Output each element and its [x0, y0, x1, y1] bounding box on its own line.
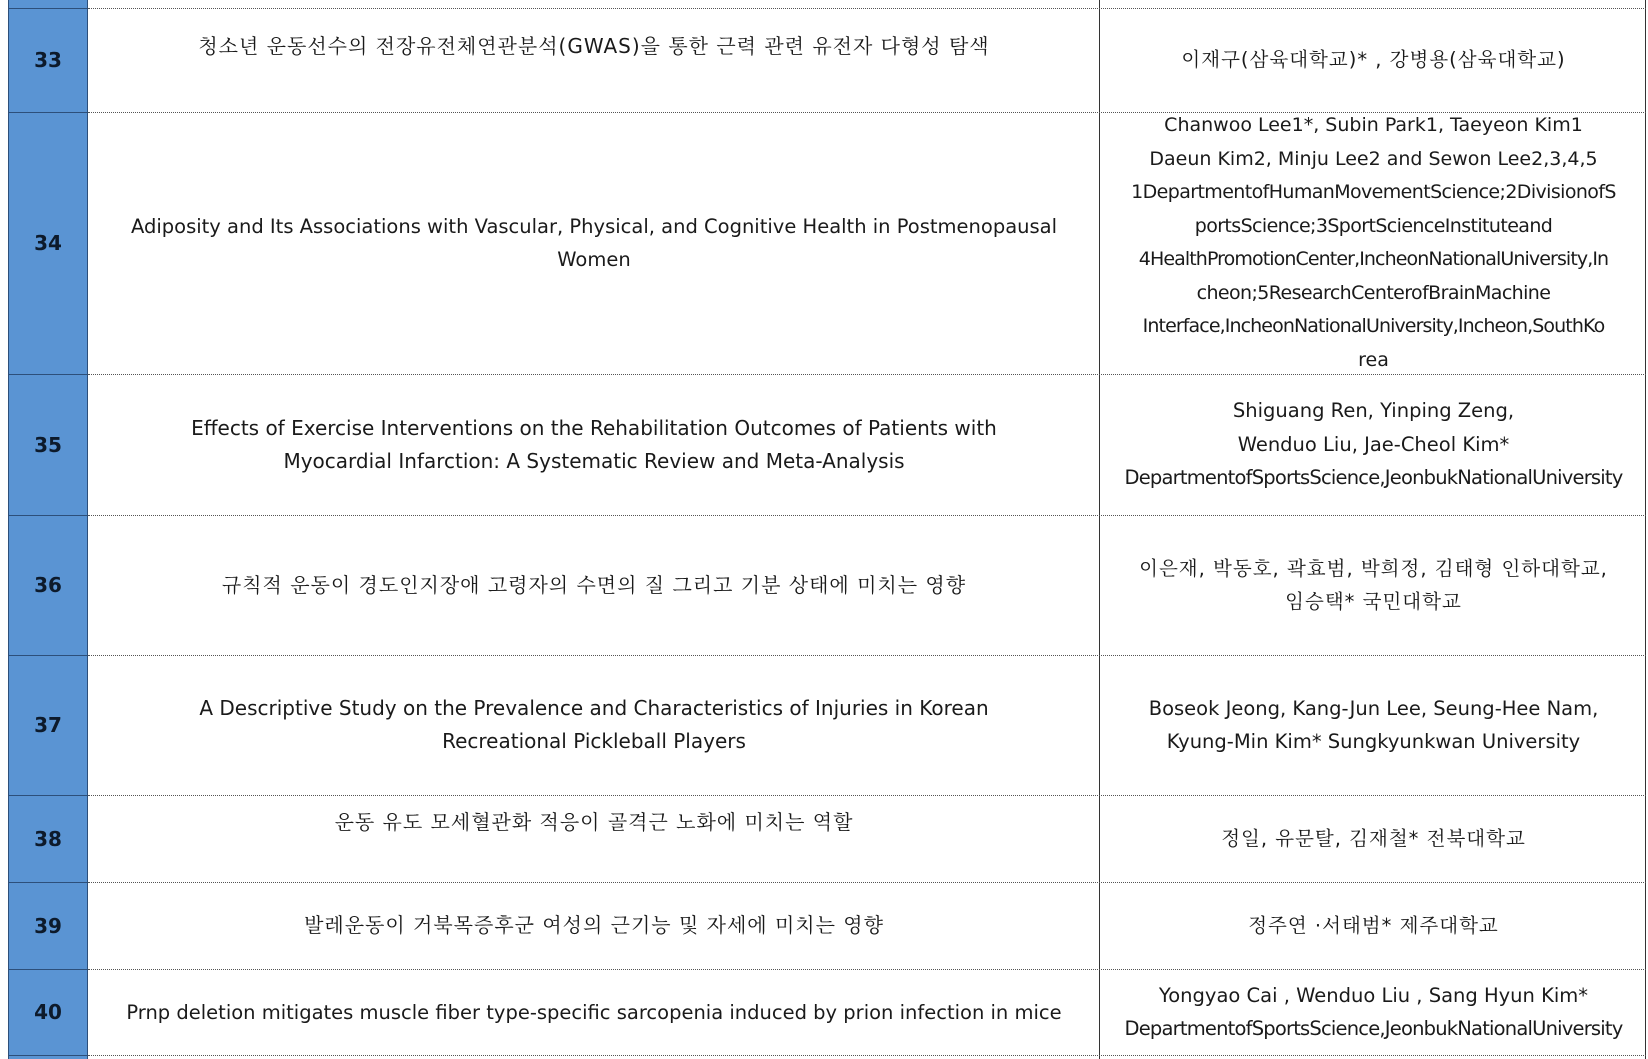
authors [1101, 8, 1646, 112]
author-line: Daeun Kim2, Minju Lee2 and Sewon Lee2,3,4,5 [1149, 147, 1598, 170]
authors [1101, 655, 1646, 795]
presentation-title: Effects of Exercise Interventions on the Rehabilitation Outcomes of Patients with Myocardial Infarction: A Systematic Review and Meta-Analysis [191, 415, 997, 473]
table-row [0, 112, 1648, 374]
author-line: cheon;5ResearchCenterofBrainMachine [1196, 281, 1551, 304]
authors [1101, 882, 1646, 969]
table-row [0, 515, 1648, 655]
presentation-title: 발레운동이 거북목증후군 여성의 근기능 및 자세에 미치는 영향 [304, 913, 884, 937]
author-line: Interface,IncheonNationalUniversity,Incheon,SouthKo [1142, 315, 1605, 337]
row-number: 39 [34, 913, 62, 938]
author-line: 임승택* 국민대학교 [1285, 590, 1462, 613]
presentation-title: 청소년 운동선수의 전장유전체연관분석(GWAS)을 통한 근력 관련 유전자 다형성 탐색 [198, 33, 990, 58]
author-line: Shiguang Ren, Yinping Zeng, [1232, 399, 1515, 423]
author-line: 이은재, 박동호, 곽효범, 박희정, 김태형 인하대학교, [1139, 556, 1608, 580]
table-row [0, 882, 1648, 969]
authors [1101, 112, 1646, 374]
row-number: 37 [34, 713, 62, 737]
row-number: 35 [34, 432, 62, 457]
row-divider [88, 1055, 1646, 1056]
row-number: 36 [34, 573, 62, 597]
row-number: 33 [34, 48, 62, 72]
author-line: DepartmentofSportsScience,JeonbukNationalUniversity [1124, 466, 1623, 490]
row-number: 38 [34, 826, 62, 851]
author-line: 1DepartmentofHumanMovementScience;2DivisionofS [1131, 181, 1616, 203]
author-line: portsScience;3SportScienceInstituteand [1194, 214, 1553, 237]
presentation-title: 규칙적 운동이 경도인지장애 고령자의 수면의 질 그리고 기분 상태에 미치는 영향 [221, 572, 967, 597]
authors [1101, 515, 1646, 655]
row-number: 40 [34, 1000, 62, 1024]
author-line: Chanwoo Lee1*, Subin Park1, Taeyeon Kim1 [1164, 114, 1583, 136]
author-line: 정일, 유문탈, 김재철* 전북대학교 [1221, 826, 1526, 850]
author-line: Boseok Jeong, Kang-Jun Lee, Seung-Hee Nam, [1148, 696, 1599, 720]
row-divider [8, 1055, 88, 1056]
table-row [0, 969, 1648, 1055]
authors [1101, 795, 1646, 882]
author-line: rea [1358, 348, 1389, 371]
presentation-title: Adiposity and Its Associations with Vascular, Physical, and Cognitive Health in Postmenopausal Women [130, 215, 1058, 271]
row-number: 34 [34, 231, 62, 255]
presentation-title: 운동 유도 모세혈관화 적응이 골격근 노화에 미치는 역할 [334, 810, 854, 834]
author-line: 이재구(삼육대학교)* , 강병용(삼육대학교) [1181, 48, 1566, 72]
author-line: Yongyao Cai , Wenduo Liu , Sang Hyun Kim* [1158, 983, 1589, 1007]
author-line: 4HealthPromotionCenter,IncheonNationalUniversity,In [1138, 248, 1609, 270]
presentation-title: Prnp deletion mitigates muscle fiber type-specific sarcopenia induced by prion infection in mice [126, 1000, 1062, 1024]
table-row [0, 8, 1648, 112]
author-line: Wenduo Liu, Jae-Cheol Kim* [1237, 432, 1510, 456]
table-row [0, 655, 1648, 795]
authors [1101, 969, 1646, 1055]
authors [1101, 374, 1646, 515]
author-line: DepartmentofSportsScience,JeonbukNationalUniversity [1124, 1017, 1623, 1040]
table-row [0, 795, 1648, 882]
table-row [0, 374, 1648, 515]
author-line: Kyung-Min Kim* Sungkyunkwan University [1166, 730, 1581, 753]
presentation-title: A Descriptive Study on the Prevalence and Characteristics of Injuries in Korean Recreational Pickleball Players [199, 696, 989, 753]
author-line: 정주연 ·서태범* 제주대학교 [1248, 913, 1499, 937]
